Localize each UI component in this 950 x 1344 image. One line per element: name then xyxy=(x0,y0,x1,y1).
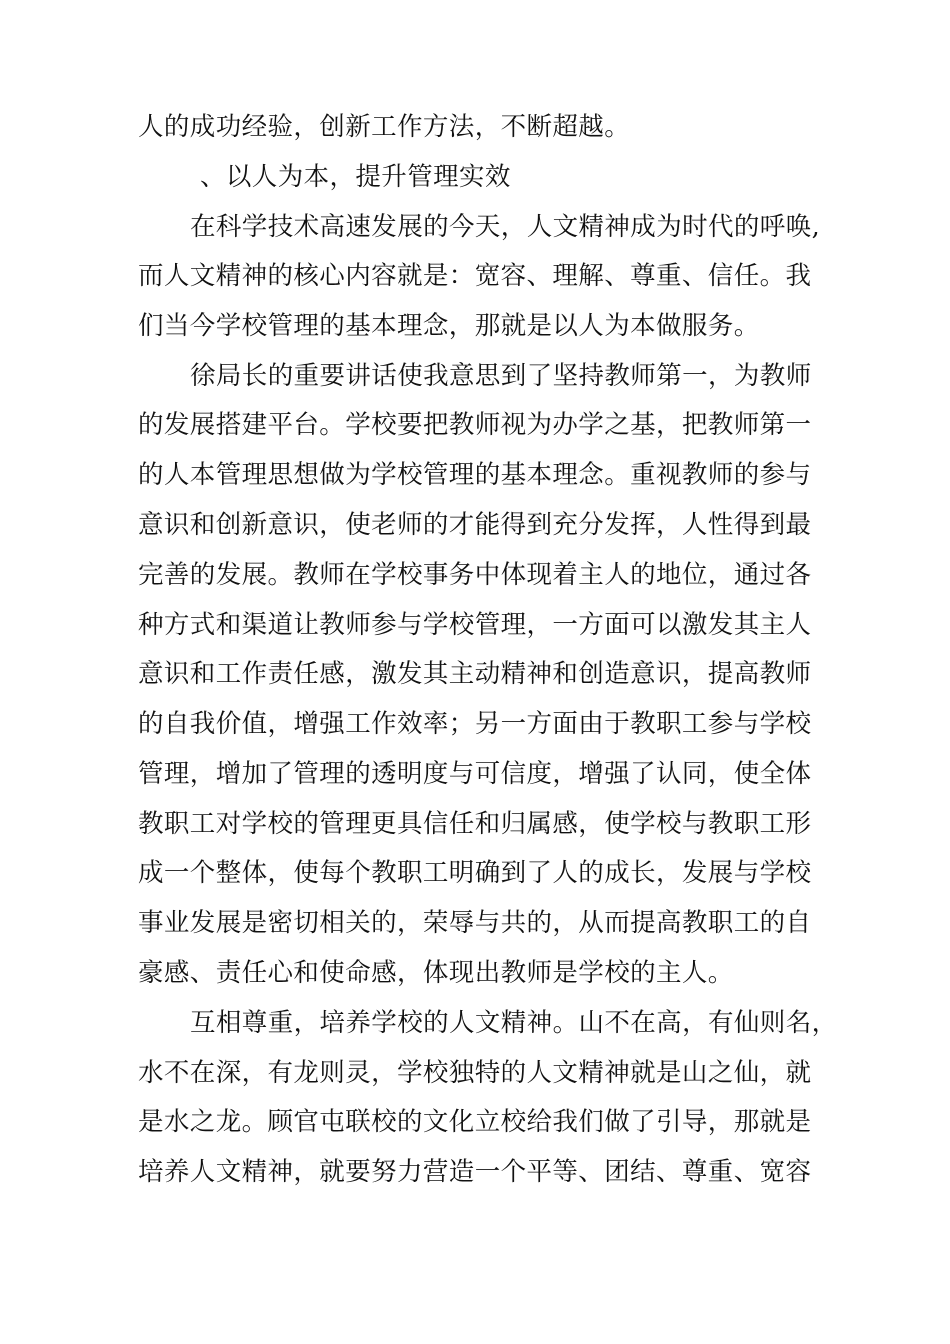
text-line: 管理，增加了管理的透明度与可信度，增强了认同，使全体 xyxy=(138,759,812,789)
text-line: 的人本管理思想做为学校管理的基本理念。重视教师的参与 xyxy=(138,460,812,490)
text-line: 的发展搭建平台。学校要把教师视为办学之基，把教师第一 xyxy=(138,410,812,440)
text-line: 种方式和渠道让教师参与学校管理，一方面可以激发其主人 xyxy=(138,610,812,640)
text-line: 完善的发展。教师在学校事务中体现着主人的地位，通过各 xyxy=(138,560,812,590)
text-line: 教职工对学校的管理更具信任和归属感，使学校与教职工形 xyxy=(138,809,812,839)
text-line: 互相尊重，培养学校的人文精神。山不在高，有仙则名， xyxy=(190,1008,838,1038)
text-line: 培养人文精神，就要努力营造一个平等、团结、尊重、宽容 xyxy=(138,1157,812,1187)
text-line: 们当今学校管理的基本理念，那就是以人为本做服务。 xyxy=(138,311,760,341)
section-heading: 、以人为本，提升管理实效 xyxy=(200,162,511,192)
text-line: 意识和工作责任感，激发其主动精神和创造意识，提高教师 xyxy=(138,659,812,689)
text-line: 水不在深，有龙则灵，学校独特的人文精神就是山之仙，就 xyxy=(138,1058,812,1088)
text-line: 在科学技术高速发展的今天，人文精神成为时代的呼唤, xyxy=(190,212,821,242)
text-line: 意识和创新意识，使老师的才能得到充分发挥，人性得到最 xyxy=(138,510,812,540)
text-line: 事业发展是密切相关的，荣辱与共的，从而提高教职工的自 xyxy=(138,908,812,938)
text-line: 是水之龙。顾官屯联校的文化立校给我们做了引导，那就是 xyxy=(138,1107,812,1137)
text-line: 成一个整体，使每个教职工明确到了人的成长，发展与学校 xyxy=(138,858,812,888)
text-line: 而人文精神的核心内容就是：宽容、理解、尊重、信任。我 xyxy=(138,261,812,291)
text-line: 徐局长的重要讲话使我意思到了坚持教师第一，为教师 xyxy=(190,361,812,391)
text-line: 豪感、责任心和使命感，体现出教师是学校的主人。 xyxy=(138,958,734,988)
text-line: 人的成功经验，创新工作方法，不断超越。 xyxy=(138,112,631,142)
text-line: 的自我价值，增强工作效率；另一方面由于教职工参与学校 xyxy=(138,709,812,739)
